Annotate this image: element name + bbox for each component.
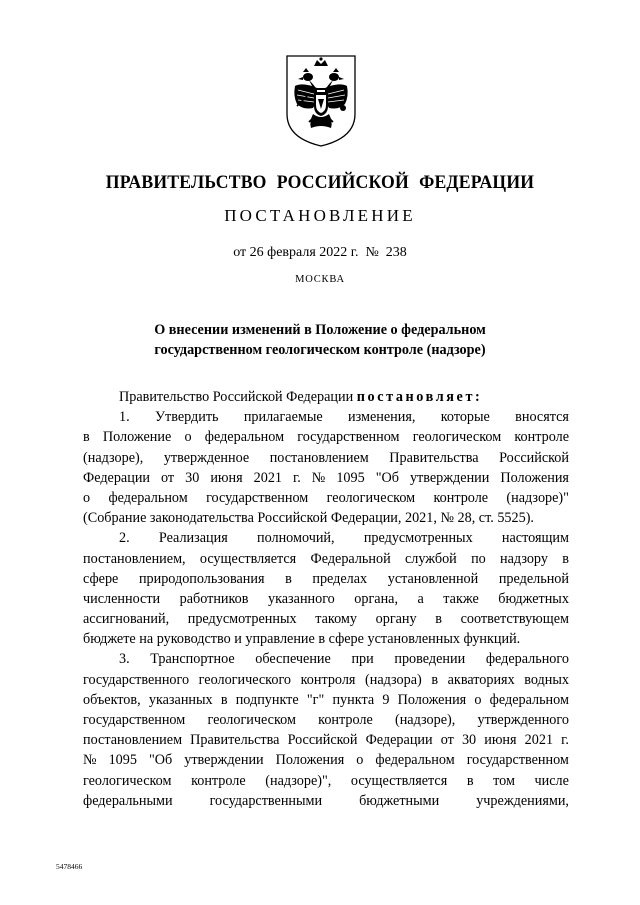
body-line <box>83 771 569 791</box>
body-word: Федерации <box>365 732 433 749</box>
body-line <box>83 589 569 609</box>
body-line: бюджете на руководство и управление в сфере установленных функций. <box>83 631 521 648</box>
body-word: федеральными <box>83 792 173 809</box>
body-word: учреждениями, <box>476 792 569 809</box>
document-body <box>83 387 569 811</box>
body-word: постановлением <box>269 449 369 466</box>
body-word: о <box>83 489 91 506</box>
body-line <box>83 528 569 548</box>
body-word: также <box>443 590 479 607</box>
body-line <box>83 488 569 508</box>
body-word: проведении <box>394 651 466 668</box>
body-word: установленной <box>387 570 479 587</box>
body-word: 2. <box>119 530 130 547</box>
body-word: контроле <box>318 712 373 728</box>
body-line <box>83 649 569 669</box>
body-word: федеральном <box>204 429 285 446</box>
intro-verb: постановляет: <box>356 389 483 405</box>
subject-line: О внесении изменений в Положение о федеральном <box>154 322 486 338</box>
intro-text: Правительство Российской Федерации <box>119 389 354 405</box>
body-word: о <box>474 691 482 708</box>
government-title: ПРАВИТЕЛЬСТВО РОССИЙСКОЙ ФЕДЕРАЦИИ <box>105 172 535 193</box>
body-word: 2021 <box>253 469 282 486</box>
document-code: 5478466 <box>56 862 83 871</box>
body-word: июня <box>484 732 517 749</box>
body-word: о <box>184 429 192 446</box>
body-word: утвержденное <box>163 449 250 466</box>
body-word: Правительства <box>389 449 479 466</box>
body-line <box>83 670 569 690</box>
body-word: июня <box>210 469 243 486</box>
body-word: полномочий, <box>257 530 335 547</box>
body-word: "г" <box>306 691 325 708</box>
body-word: 2021 <box>524 732 554 749</box>
body-line <box>83 730 569 750</box>
body-word: (надзоре)", <box>265 772 332 789</box>
body-word: Реализация <box>158 530 228 547</box>
body-word: вносятся <box>515 409 569 426</box>
body-line: (Собрание законодательства Российской Федерации, 2021, № 28, ст. 5525). <box>83 510 534 527</box>
body-word: контроле <box>191 772 246 789</box>
body-line <box>83 468 569 488</box>
body-word: пункта <box>332 691 375 708</box>
body-word: федеральном <box>108 489 188 506</box>
body-word: г. <box>293 469 301 486</box>
body-word: № <box>83 752 97 769</box>
body-word: (надзора) <box>365 671 422 688</box>
body-word: Федеральной <box>310 550 391 567</box>
body-word: (надзоре), <box>394 712 456 728</box>
body-word: численности <box>83 590 161 607</box>
subject-line: государственном геологическом контроле (надзоре) <box>154 342 486 358</box>
body-word: "Об <box>148 752 173 769</box>
body-word: государственном <box>297 429 400 446</box>
body-word: в <box>83 429 90 446</box>
body-word: числе <box>534 772 569 789</box>
body-word: 30 <box>185 469 200 486</box>
body-line <box>83 569 569 589</box>
body-word: государственном <box>466 752 569 769</box>
body-word: работников <box>179 590 249 607</box>
body-word: в <box>435 611 442 628</box>
body-word: природопользования <box>138 570 265 587</box>
body-word: (надзоре), <box>83 449 144 466</box>
body-word: соответствующем <box>460 611 569 628</box>
body-word: в <box>285 570 292 587</box>
body-word: такому <box>315 611 357 628</box>
body-word: 3. <box>119 651 130 668</box>
body-word: предусмотренных <box>363 530 473 547</box>
body-word: Утвердить <box>154 409 219 426</box>
document-date-number: от 26 февраля 2022 г. № 238 <box>233 245 407 260</box>
body-word: федеральном <box>489 691 569 708</box>
document-subject <box>0 320 640 360</box>
body-word: Положение <box>102 429 172 446</box>
body-word: 1095 <box>108 752 137 769</box>
body-line <box>83 750 569 770</box>
body-word: контроле <box>433 489 489 506</box>
body-word: указанного <box>267 590 335 607</box>
body-word: надзору <box>500 550 548 567</box>
body-word: бюджетных <box>498 590 569 607</box>
document-city: МОСКВА <box>295 274 345 285</box>
body-word: сфере <box>83 570 119 587</box>
body-word: предусмотренных <box>187 611 297 628</box>
body-word: постановлением <box>83 732 183 749</box>
body-word: осуществляется <box>199 550 297 567</box>
body-word: при <box>351 651 374 668</box>
body-line <box>83 549 569 569</box>
body-word: Федерации <box>83 469 151 486</box>
body-word: о <box>356 752 364 769</box>
body-word: ассигнований, <box>83 611 170 628</box>
body-word: настоящим <box>501 530 569 547</box>
body-word: которые <box>440 409 490 426</box>
body-word: от <box>161 469 175 486</box>
body-word: г. <box>561 732 569 749</box>
body-word: осуществляется <box>350 772 448 789</box>
body-word: (надзоре)" <box>506 489 569 506</box>
body-word: указанных <box>148 691 213 708</box>
body-word: в <box>220 691 228 708</box>
body-word: государственном <box>206 489 309 506</box>
body-word: объектов, <box>83 691 141 708</box>
body-lines <box>83 407 569 811</box>
body-word: государственного <box>83 671 190 688</box>
body-line <box>83 427 569 447</box>
body-line <box>83 609 569 629</box>
body-word: 30 <box>461 732 477 749</box>
body-word: подпункте <box>235 691 299 708</box>
body-word: водных <box>524 671 569 688</box>
body-word: утверждении <box>184 752 264 769</box>
body-word: 1095 <box>336 469 365 486</box>
body-word: утвержденного <box>477 712 569 728</box>
body-word: Российской <box>499 449 569 466</box>
body-word: 1. <box>119 409 130 426</box>
body-word: том <box>493 772 515 789</box>
body-word: изменения, <box>348 409 416 426</box>
body-word: № <box>311 469 326 486</box>
body-word: контроле <box>514 429 569 446</box>
body-line <box>83 690 569 710</box>
body-word: Транспортное <box>150 651 235 668</box>
russian-emblem-icon <box>283 52 359 148</box>
body-word: Положения <box>275 752 345 769</box>
body-word: в <box>466 772 474 789</box>
body-word: службой <box>404 550 457 567</box>
document-type: ПОСТАНОВЛЕНИЕ <box>224 206 416 225</box>
body-word: геологическом <box>412 429 502 446</box>
body-word: "Об <box>375 469 399 486</box>
body-word: пределах <box>312 570 368 587</box>
body-word: органа, <box>354 590 399 607</box>
body-word: федерального <box>485 651 569 668</box>
body-word: государственном <box>83 712 186 728</box>
body-word: акваториях <box>447 671 515 688</box>
body-word: федеральном <box>375 752 455 769</box>
body-line <box>83 791 569 811</box>
body-word: постановлением, <box>83 550 186 567</box>
body-line <box>83 407 569 427</box>
body-word: по <box>471 550 486 567</box>
body-word: Положения <box>397 691 467 708</box>
body-word: обеспечение <box>255 651 331 668</box>
body-word: от <box>440 732 454 749</box>
body-word: прилагаемые <box>243 409 323 426</box>
body-word: утверждении <box>409 469 490 486</box>
body-word: Положения <box>500 469 569 486</box>
body-word: 9 <box>382 691 390 708</box>
body-word: геологического <box>198 671 292 688</box>
body-word: органу <box>375 611 417 628</box>
body-intro-line <box>83 387 569 407</box>
body-word: геологическом <box>207 712 296 728</box>
body-word: контроля <box>300 671 356 688</box>
body-word: в <box>431 671 439 688</box>
body-word: государственными <box>209 792 323 809</box>
body-line <box>83 448 569 468</box>
body-word: геологическом <box>83 772 172 789</box>
body-line <box>83 710 569 730</box>
body-word: предельной <box>498 570 569 587</box>
body-word: а <box>417 590 424 607</box>
body-word: бюджетными <box>359 792 440 809</box>
body-word: Российской <box>287 732 358 749</box>
body-word: геологическом <box>326 489 416 506</box>
body-word: Правительства <box>190 732 280 749</box>
body-word: в <box>562 550 569 567</box>
